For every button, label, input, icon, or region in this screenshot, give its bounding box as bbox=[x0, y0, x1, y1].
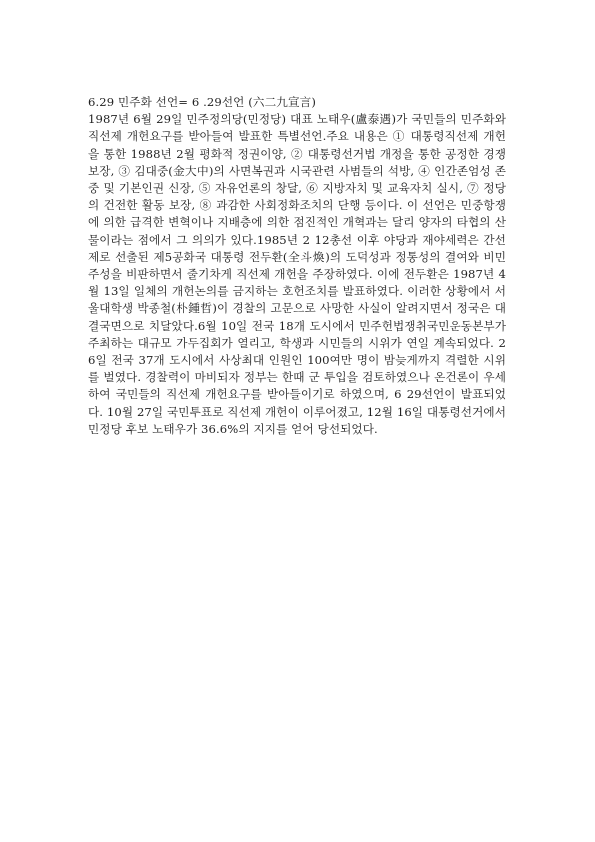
article-body: 1987년 6월 29일 민주정의당(민정당) 대표 노태우(盧泰遇)가 국민들의 민주화와 직선제 개헌요구를 받아들여 발표한 특별선언.주요 내용은 ① 대통령직선제 개헌을 통한 1988년 2월 평화적 정권이양, ② 대통령선거법 개정을 통한 공정한 경쟁 보장, ③ 김대중(金大中)의 사면복권과 시국관련 사범들의 석방, ④ 인간존엄성 존중 및 기본인권 신장, ⑤ 자유언론의 창달, ⑥ 지방자치 및 교육자치 실시, ⑦ 정당의 건전한 활동 보장, ⑧ 과감한 사회정화조치의 단행 등이다. 이 선언은 민중항쟁에 의한 급격한 변혁이나 지배층에 의한 점진적인 개혁과는 달리 양자의 타협의 산물이라는 점에서 그 의의가 있다.1985년 2 12총선 이후 야당과 재야세력은 간선제로 선출된 제5공화국 대통령 전두환(全斗煥)의 도덕성과 정통성의 결여와 비민주성을 비판하면서 줄기차게 직선제 개헌을 주장하였다. 이에 전두환은 1987년 4월 13일 일체의 개헌논의를 금지하는 호헌조치를 발표하였다. 이러한 상황에서 서울대학생 박종철(朴鍾哲)이 경찰의 고문으로 사망한 사실이 알려지면서 정국은 대결국면으로 치달았다.6월 10일 전국 18개 도시에서 민주헌법쟁취국민운동본부가 주최하는 대규모 가두집회가 열리고, 학생과 시민들의 시위가 연일 계속되었다. 26일 전국 37개 도시에서 사상최대 인원인 100여만 명이 밤늦게까지 격렬한 시위를 벌였다. 경찰력이 마비되자 정부는 한때 군 투입을 검토하였으나 온건론이 우세하여 국민들의 직선제 개헌요구를 받아들이기로 하였으며, 6 29선언이 발표되었다. 10월 27일 국민투표로 직선제 개헌이 이루어졌고, 12월 16일 대통령선거에서 민정당 후보 노태우가 36.6%의 지지를 얻어 당선되었다. bbox=[88, 112, 506, 436]
article-content bbox=[88, 94, 506, 438]
article-title: 6.29 민주화 선언= 6 .29선언 (六二九宣言) bbox=[88, 95, 316, 109]
